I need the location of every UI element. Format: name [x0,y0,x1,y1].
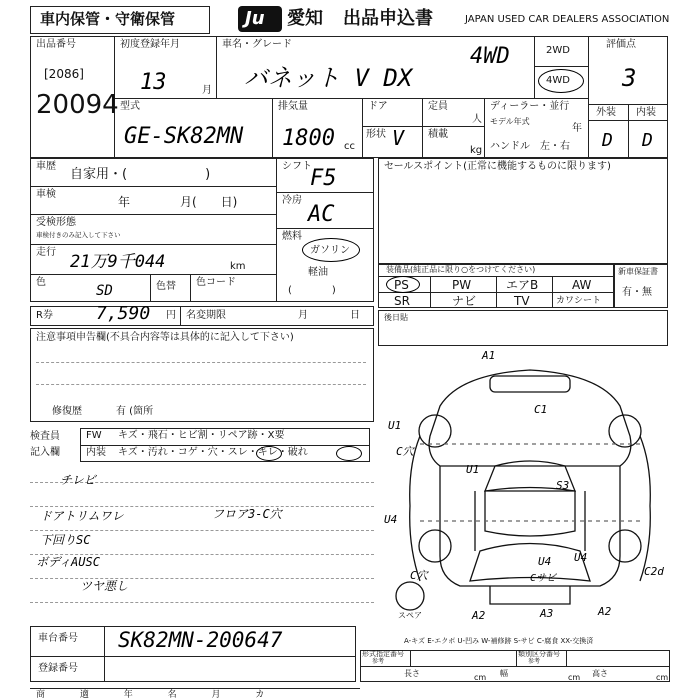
shift-value: F5 [310,166,337,191]
first-registration-month-unit: 月 [202,85,212,96]
dim-width-unit: cm [568,673,581,682]
lot-number: 20094 [36,90,119,120]
diagram-mark-a3: A3 [540,607,554,620]
inspection-label: 車検 [36,189,56,200]
car-name-label: 車名・グレード [222,39,292,50]
class-sub: 参考 [528,658,541,665]
displacement-unit: cc [344,141,355,152]
diagram-mark-u4-left: U4 [384,513,398,526]
recycle-value: 7,590 [96,303,151,324]
class-label: 類別区分番号 [518,650,560,658]
warranty-label: 新車保証書 [618,267,658,276]
diagram-mark-u4-right: U4 [574,551,588,564]
model-label: 型式 [120,101,140,112]
model-value: GE-SK82MN [124,124,244,149]
lot-bracket-number: [2086] [44,67,84,81]
diagram-mark-c2d: C2d [644,565,664,578]
weight-label: 積載 [428,129,448,140]
displacement-value: 1800 [282,126,335,151]
note-5: ツヤ悪し [80,579,129,593]
inspector-mark-circle [336,446,362,461]
fuel-label: 燃料 [282,231,302,242]
inspector-mark-circle [256,446,282,461]
door-label: ドア [368,101,388,112]
mileage-unit: km [230,261,246,272]
handle-label: ハンドル [490,141,530,152]
inspector-row1-tag: FW [86,430,102,441]
mileage-label: 走行 [36,247,56,258]
equipment-aw: AW [572,278,592,292]
note-4: ボディAUSC [36,555,100,569]
equipment-ps: PS [394,278,409,292]
dim-length: 長さ [404,669,420,678]
dim-height-unit: cm [656,673,669,682]
repair-value: 有 (箇所 [116,406,154,417]
diagram-mark-c-rust: Cサビ [530,573,557,584]
inspector-label-2: 記入欄 [30,447,60,458]
diagram-mark-c1: C1 [534,403,548,416]
drive-option-2wd: 2WD [546,45,570,56]
recycle-unit: 円 [166,310,176,321]
inspector-row1-text: キズ・飛石・ヒビ割・リペア跡・X要 [118,430,285,441]
equipment-sr: SR [394,294,410,308]
registration-label: 登録番号 [38,663,78,674]
dim-width: 幅 [500,669,508,678]
diagram-mark-c-hole-top: C穴 [396,445,414,458]
diagram-mark-u1-body: U1 [466,463,480,476]
door-shape-label: 形状 [366,129,386,140]
diagram-mark-u4-lower: U4 [538,555,552,568]
fuel-other: 軽油 [308,267,328,278]
sales-points-frame [378,158,668,264]
equipment-label: 装備品(純正品に限り○をつけてください) [386,265,536,274]
sales-points-label: セールスポイント(正常に機能するものに限ります) [384,161,611,172]
damage-legend: A-キズ E-エクボ U-凹み W-補修跡 S-サビ C-腐食 XX-交換済 [404,637,594,645]
color-value: SD [96,283,113,299]
history-label: 車歴 [36,161,56,172]
capacity-label: 定員 [428,101,448,112]
drive-handwritten: 4WD [470,44,510,69]
equipment-seat: カワシート [556,296,602,306]
interior-value: D [642,130,653,151]
warranty-options: 有・無 [622,287,652,298]
name-change-month: 月 [298,310,308,321]
name-change-day: 日 [350,310,360,321]
displacement-label: 排気量 [278,101,308,112]
exterior-label: 外装 [596,107,616,118]
diagram-mark-c-hole-bottom: C穴 [410,569,428,582]
note-6: フロア3-C穴 [212,507,282,521]
diagram-mark-u1-left: U1 [388,419,402,432]
inspector-row2-text: キズ・汚れ・コゲ・穴・スレ・キレ・破れ [118,447,308,458]
equipment-airbag: エアB [506,278,539,292]
inspection-month-unit: 月( 日) [180,195,238,209]
rear-frame [378,310,668,346]
diagram-mark-a2-right: A2 [598,605,612,618]
inspector-label-1: 検査員 [30,431,60,442]
equipment-tv: TV [514,294,530,308]
form-title: 出品申込書 [343,8,433,29]
fuel-paren: ( ) [288,285,336,296]
chassis-value: SK82MN-200647 [118,628,283,652]
rear-installed-label: 後日貼 [384,313,408,322]
recycle-label: R券 [36,310,53,321]
model-year-label: モデル年式 [490,117,530,126]
note-3: 下回りSC [40,533,91,547]
storage-label: 車内保管・守衛保管 [40,10,176,28]
drive-option-4wd: 4WD [546,75,570,86]
door-shape-value: V [392,126,405,150]
org-name: 愛知 [287,8,323,29]
fuel-selected: ガソリン [310,245,350,256]
first-registration-year: 13 [140,70,167,95]
inspector-row2-tag: 内装 [86,447,106,458]
dim-length-unit: cm [474,673,487,682]
shift-label: シフト [282,161,312,172]
equipment-ps-circle [386,276,420,293]
evaluation-score: 3 [622,64,637,92]
equipment-navi: ナビ [452,294,477,308]
weight-unit: kg [470,145,483,156]
capacity-unit: 人 [472,114,482,125]
diagram-mark-a2-left: A2 [472,609,486,622]
note-2: ドアトリムワレ [40,509,124,523]
color-label: 色 [36,277,46,288]
ju-logo-text: Ju [245,8,265,29]
footer-strip: 商 適 年 名 月 カ [36,690,281,700]
handle-options: 左・右 [540,141,570,152]
aircon-value: AC [308,202,335,227]
model-year-unit: 年 [572,123,582,134]
name-change-label: 名変期限 [186,310,226,321]
spare-label: スペア [398,611,422,620]
reception-note: 車検付きのみ記入して下さい [36,231,121,239]
repair-label: 修復歴 [52,406,82,417]
notes-label: 注意事項申告欄(不具合内容等は具体的に記入して下さい) [36,332,294,343]
shape-sub: 参考 [372,658,385,665]
dealer-parallel-label: ディーラー・並行 [490,101,570,112]
diagram-mark-s3: S3 [556,479,570,492]
dim-height: 高さ [592,669,608,678]
english-title: JAPAN USED CAR DEALERS ASSOCIATION [465,14,670,25]
mileage-value: 21万9千044 [70,252,166,272]
car-diagram [380,346,680,636]
history-value: 自家用・( ) [70,167,211,182]
equipment-pw: PW [452,278,472,292]
lot-label: 出品番号 [36,39,76,50]
note-1: チレビ [60,473,96,487]
drive-selected-circle [538,69,584,93]
color-code-label: 色コード [196,277,236,288]
evaluation-label: 評価点 [606,39,636,50]
reception-label: 受検形態 [36,217,76,228]
aircon-label: 冷房 [282,195,302,206]
inspection-year-unit: 年 [118,195,131,209]
shape-label: 形式指定番号 [362,650,404,658]
chassis-label: 車台番号 [38,633,78,644]
exterior-value: D [602,130,613,151]
interior-label: 内装 [636,107,656,118]
first-registration-label: 初度登録年月 [120,39,180,50]
fuel-selected-circle [302,238,360,262]
car-name-value: バネット V DX [244,64,413,92]
diagram-mark-a1: A1 [482,349,496,362]
color-tone-label: 色替 [156,281,176,292]
